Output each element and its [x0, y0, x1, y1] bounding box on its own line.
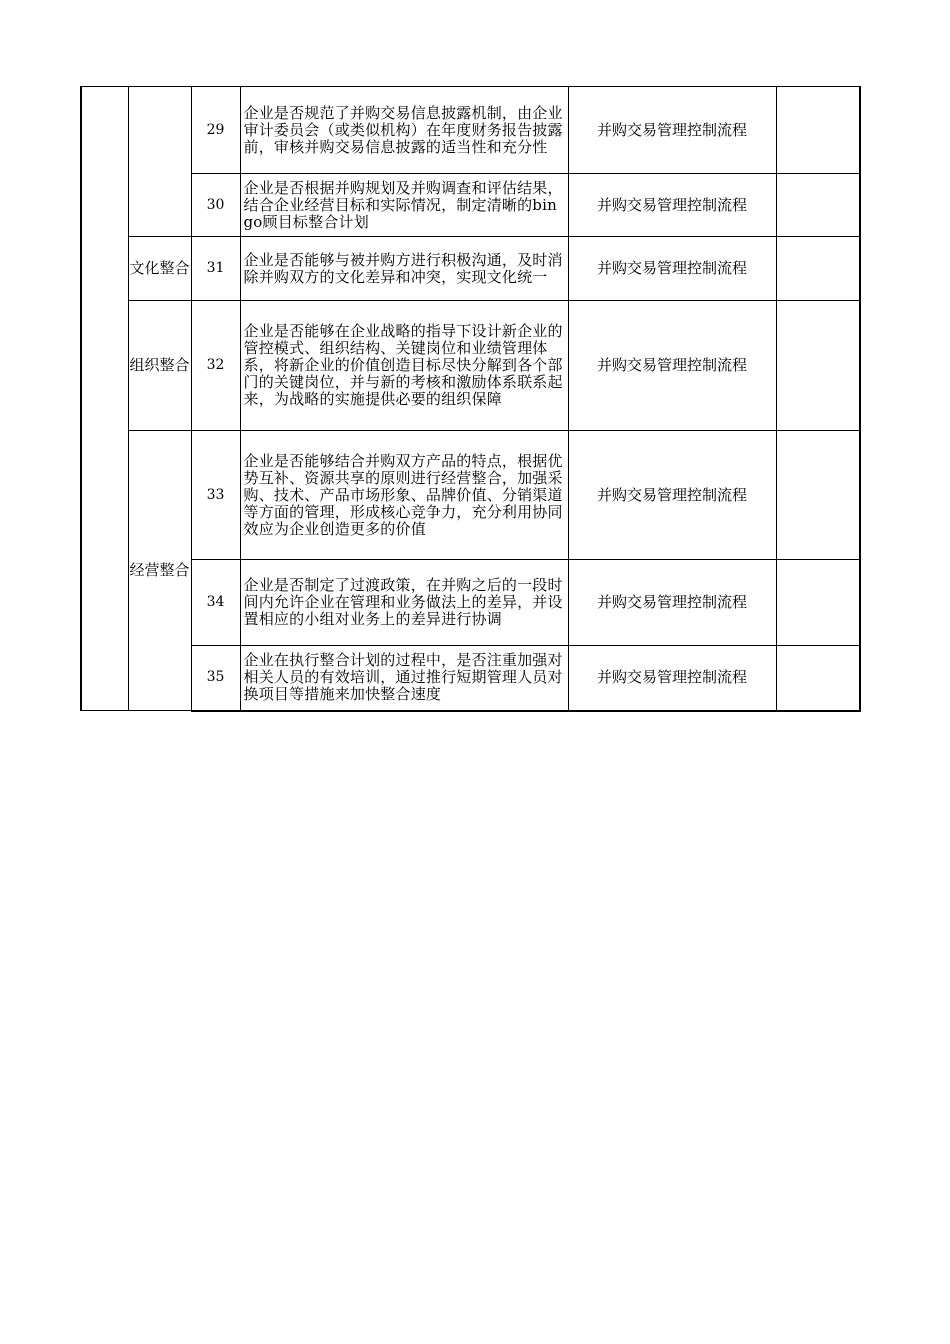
process-name: 并购交易管理控制流程: [568, 560, 776, 646]
category-organization: 组织整合: [128, 301, 191, 431]
process-name: 并购交易管理控制流程: [568, 174, 776, 237]
process-name: 并购交易管理控制流程: [568, 301, 776, 431]
note-cell: [776, 174, 860, 237]
table-row: [81, 560, 860, 646]
item-number: 29: [191, 87, 240, 174]
table-row: [81, 87, 860, 174]
table-row: [81, 301, 860, 431]
category-cell-blank: [128, 87, 191, 237]
process-name: 并购交易管理控制流程: [568, 237, 776, 301]
table-row: [81, 174, 860, 237]
item-number: 34: [191, 560, 240, 646]
item-description: 企业是否规范了并购交易信息披露机制，由企业审计委员会（或类似机构）在年度财务报告披露前，审核并购交易信息披露的适当性和充分性: [240, 87, 568, 174]
item-number: 35: [191, 646, 240, 711]
item-number: 30: [191, 174, 240, 237]
item-number: 31: [191, 237, 240, 301]
item-number: 32: [191, 301, 240, 431]
note-cell: [776, 560, 860, 646]
note-cell: [776, 237, 860, 301]
note-cell: [776, 87, 860, 174]
category-culture: 文化整合: [128, 237, 191, 301]
process-name: 并购交易管理控制流程: [568, 646, 776, 711]
item-number: 33: [191, 431, 240, 560]
process-name: 并购交易管理控制流程: [568, 431, 776, 560]
process-name: 并购交易管理控制流程: [568, 87, 776, 174]
item-description: 企业是否能够与被并购方进行积极沟通，及时消除并购双方的文化差异和冲突，实现文化统一: [240, 237, 568, 301]
note-cell: [776, 646, 860, 711]
table-row: [81, 431, 860, 560]
table-row: [81, 646, 860, 711]
item-description: 企业是否根据并购规划及并购调查和评估结果，结合企业经营目标和实际情况，制定清晰的bingo顾目标整合计划: [240, 174, 568, 237]
note-cell: [776, 431, 860, 560]
item-description: 企业是否能够结合并购双方产品的特点，根据优势互补、资源共享的原则进行经营整合，加强采购、技术、产品市场形象、品牌价值、分销渠道等方面的管理，形成核心竞争力，充分利用协同效应为企业创造更多的价值: [240, 431, 568, 560]
section-cell: [81, 87, 128, 711]
checklist-table: [80, 86, 861, 712]
note-cell: [776, 301, 860, 431]
category-operation: 经营整合: [128, 431, 191, 711]
item-description: 企业是否能够在企业战略的指导下设计新企业的管控模式、组织结构、关键岗位和业绩管理体系，将新企业的价值创造目标尽快分解到各个部门的关键岗位，并与新的考核和激励体系联系起来，为战略的实施提供必要的组织保障: [240, 301, 568, 431]
item-description: 企业是否制定了过渡政策，在并购之后的一段时间内允许企业在管理和业务做法上的差异，并设置相应的小组对业务上的差异进行协调: [240, 560, 568, 646]
table-row: [81, 237, 860, 301]
item-description: 企业在执行整合计划的过程中，是否注重加强对相关人员的有效培训，通过推行短期管理人员对换项目等措施来加快整合速度: [240, 646, 568, 711]
